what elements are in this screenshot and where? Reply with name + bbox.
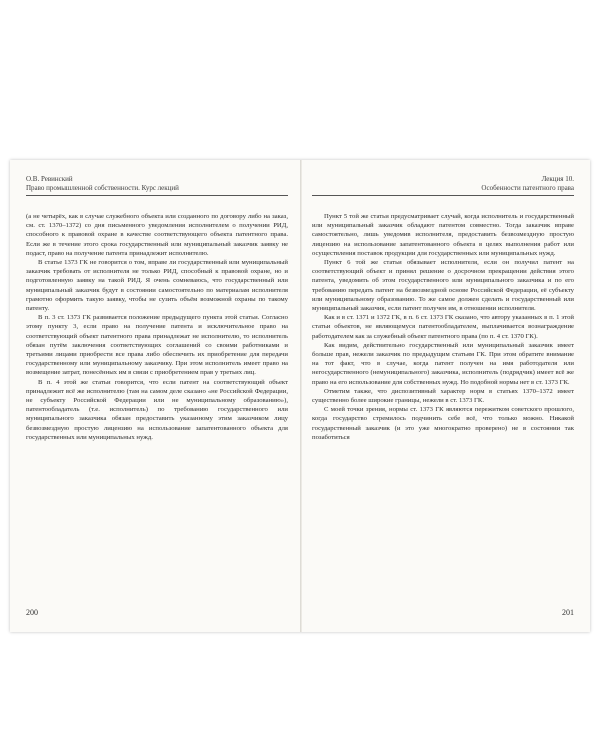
header-lecture-title: Особенности патентного права	[481, 184, 574, 192]
paragraph: Пункт 6 той же статьи обязывает исполнителя, если он получил патент на соответствующий объект и принял решение о досрочном прекращении действия этого патента, уведомить об этом государственного или муниципального заказчика и по его требованию передать патент на безвозмездной основе Российской Федерации, её субъекту или муниципальному образованию. То же самое должен сделать и государственный или муниципальный заказчик, если патент получен им, в отношении исполнителя.	[312, 259, 574, 313]
header-rule	[26, 195, 288, 196]
header-lecture-number: Лекция 10.	[541, 175, 574, 183]
left-page-body	[26, 212, 288, 442]
paragraph: Как видим, действительно государственный или муниципальный заказчик имеет больше прав, нежели заказчик по предыдущим статьям ГК. При этом обратите внимание на тот факт, что в случае, когда патент получен на имя работодателя или негосударственного (немуниципального) заказчика, исполнитель (подрядчик) имеет всё же право на его использование для собственных нужд. Но подобной нормы нет в ст. 1373 ГК.	[312, 341, 574, 386]
header-book-title: Право промышленной собственности. Курс лекций	[26, 184, 179, 192]
paragraph: В статье 1373 ГК не говорится о том, вправе ли государственный или муниципальный заказчик требовать от исполнителя не только РИД, способный к правовой охране, но и подготовленную заявку на такой РИД. Я очень сомневаюсь, что государственный или муниципальный заказчик будут в состоянии самостоятельно по материалам исполнителя грамотно оформить такую заявку, чтобы не сузить объём возможной охраны по такому патенту.	[26, 259, 288, 313]
paragraph: Отметим также, что диспозитивный характер норм в статьях 1370–1372 имеет существенно более широкие границы, нежели в ст. 1373 ГК.	[312, 387, 574, 405]
page-number: 200	[26, 608, 38, 617]
paragraph: Пункт 5 той же статьи предусматривает случай, когда исполнитель и государственный или муниципальный заказчик обладают патентом совместно. Тогда заказчик вправе самостоятельно, лишь уведомив исполнителя, предоставить безвозмездную простую лицензию на использование запатентованного объекта в целях выполнения работ или осуществления поставок продукции для государственных или муниципальных нужд.	[312, 213, 574, 257]
header-rule	[312, 195, 574, 196]
book-spread	[10, 160, 590, 632]
paragraph: Как и в ст. 1371 и 1372 ГК, в п. 6 ст. 1373 ГК сказано, что автору указанных в п. 1 этой статьи объектов, не являющемуся патентообладателем, выплачивается вознаграждение работодателем как за служебный объект патентного права (по п. 4 ст. 1370 ГК).	[312, 314, 574, 340]
page-number: 201	[562, 608, 574, 617]
left-page	[26, 160, 288, 632]
header-author: О.В. Ревинский	[26, 175, 73, 183]
book-gutter	[300, 160, 302, 632]
paragraph: В п. 4 этой же статьи говорится, что если патент на соответствующий объект принадлежит всё же исполнителю (там на самом деле сказано «не Российской Федерации, не субъекту Российской Федерации или не муниципальному образованию»), патентообладатель (т.е. исполнитель) по требованию государственного или муниципального заказчика обязан предоставить указанному этим заказчиком лицу безвозмездную простую лицензию на использование запатентованного объекта для государственных или муниципальных нужд.	[26, 378, 288, 441]
right-running-header	[312, 175, 574, 193]
right-page	[312, 160, 574, 632]
left-running-header	[26, 175, 288, 193]
right-page-body	[312, 212, 574, 442]
paragraph: В п. 3 ст. 1373 ГК развивается положение предыдущего пункта этой статьи. Согласно этому пункту 3, если право на получение патента и исключительное право на соответствующий объект патентного права принадлежат не исполнителю, то исполнитель обязан путём заключения соответствующих соглашений со своими работниками и третьими лицами приобрести все права либо обеспечить их приобретение для передачи государственному или муниципальному заказчику. При этом исполнитель имеет право на возмещение затрат, понесённых им в связи с приобретением прав у третьих лиц.	[26, 314, 288, 377]
paragraph: С моей точки зрения, нормы ст. 1373 ГК являются пережитком советского прошлого, когда государство стремилось подчинить себе всё, что только можно. Никакой государственный заказчик (и это уже многократно проверено) не в состоянии так позаботиться	[312, 406, 574, 441]
paragraph: (а не четырёх, как в случае служебного объекта или созданного по договору либо на заказ, см. ст. 1370–1372) со дня письменного уведомления исполнителем о получении РИД, способного к правовой охране в качестве соответствующего объекта патентного права. Если же в течение этого срока государственный или муниципальный заказчик заявку не подаст, право на получение патента принадлежит исполнителю.	[26, 213, 288, 257]
